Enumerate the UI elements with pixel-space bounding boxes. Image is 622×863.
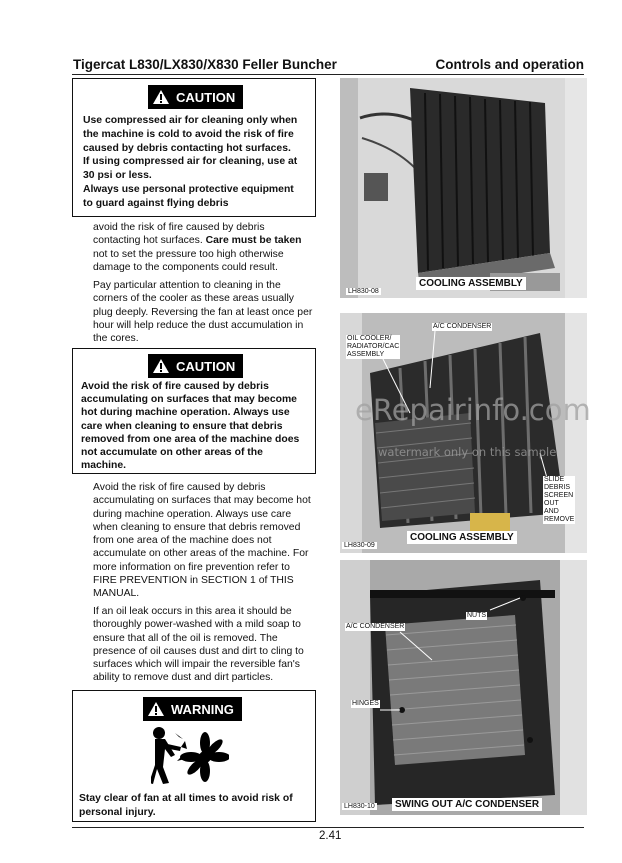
caution-text-1 bbox=[83, 114, 297, 211]
paragraph-1 bbox=[93, 221, 329, 274]
warning-line: personal injury. bbox=[79, 806, 156, 818]
warning-triangle-icon bbox=[152, 358, 170, 374]
para4-line: thoroughly power-washed with a mild soap to bbox=[93, 619, 301, 631]
paragraph-3 bbox=[93, 481, 329, 601]
photo3-caption: SWING OUT A/C CONDENSER bbox=[392, 798, 542, 811]
para2-line: hour will help reduce the dust accumulation in bbox=[93, 319, 304, 331]
para3-line: Avoid the risk of fire caused by debris bbox=[93, 482, 266, 493]
para2-line: plug deeply. Reversing the fan at least once per bbox=[93, 306, 313, 318]
fan-hazard-icon bbox=[151, 727, 229, 785]
para2-line: corners of the cooler as these areas usually bbox=[93, 293, 294, 305]
para2-line: Pay particular attention to cleaning in the bbox=[93, 280, 281, 291]
caution2-line: accumulating on surfaces that may become bbox=[81, 394, 297, 406]
para4-line: ability to remove dust and dirt particles. bbox=[93, 672, 274, 684]
caution2-line: care when cleaning to ensure that debris bbox=[81, 420, 283, 432]
photo-cooling-assembly-2 bbox=[340, 313, 587, 553]
photo3-label-nuts: NUTS bbox=[467, 612, 487, 619]
photo2-label-oil-cooler: OIL COOLER/ RADIATOR/CAC ASSEMBLY bbox=[347, 335, 400, 358]
caution1-line: caused by debris contacting hot surfaces. bbox=[83, 142, 291, 154]
photo3-label-hinges: HINGES bbox=[352, 700, 379, 707]
photo2-code: LH830-09 bbox=[344, 542, 375, 549]
cooler-illustration bbox=[340, 78, 587, 298]
photo-cooling-assembly-1 bbox=[340, 78, 587, 298]
warning-label: WARNING bbox=[171, 701, 234, 717]
caution2-line: removed from one area of the machine does bbox=[81, 433, 300, 445]
caution-badge-2 bbox=[148, 354, 243, 378]
photo2-label-slide-screen: SLIDE DEBRIS SCREEN OUT AND REMOVE bbox=[544, 476, 575, 523]
caution-box-2 bbox=[72, 348, 316, 474]
caution1-line: the machine is cold to avoid the risk of fire bbox=[83, 128, 294, 140]
caution1-line: Always use personal protective equipment bbox=[83, 183, 294, 195]
para4-line: presence of oil causes dust and dirt to cling to bbox=[93, 645, 304, 657]
footer-rule bbox=[72, 827, 584, 828]
para3-line: MANUAL. bbox=[93, 588, 140, 600]
warning-text bbox=[79, 792, 293, 820]
caution-text-2 bbox=[81, 380, 299, 472]
caution1-line: to guard against flying debris bbox=[83, 197, 229, 209]
photo1-code: LH830-08 bbox=[348, 288, 379, 295]
warning-line: Stay clear of fan at all times to avoid risk of bbox=[79, 793, 293, 804]
para1-bold: Care must be taken bbox=[205, 235, 302, 247]
photo1-caption: COOLING ASSEMBLY bbox=[416, 277, 526, 290]
para4-line: If an oil leak occurs in this area it should be bbox=[93, 606, 292, 617]
para1-line: avoid the risk of fire caused by debris bbox=[93, 222, 265, 233]
caution1-line: Use compressed air for cleaning only when bbox=[83, 115, 298, 126]
warning-triangle-icon bbox=[147, 701, 165, 717]
para3-line: accumulating on surfaces that may become hot bbox=[93, 495, 311, 507]
photo-swing-out-condenser bbox=[340, 560, 587, 815]
para2-line: the cores. bbox=[93, 333, 139, 345]
warning-triangle-icon bbox=[152, 89, 170, 105]
caution-box-1 bbox=[72, 78, 316, 217]
para3-line: accumulate on other areas of the machine. For bbox=[93, 548, 309, 560]
section-title: Controls and operation bbox=[435, 57, 584, 72]
caution2-line: machine. bbox=[81, 460, 127, 472]
caution-badge-1 bbox=[148, 85, 243, 109]
para1-line: damage to the components could result. bbox=[93, 261, 278, 273]
caution-label-2: CAUTION bbox=[176, 358, 236, 374]
para3-line: from one area of the machine does not bbox=[93, 535, 272, 547]
caution2-line: not accumulate on other areas of the bbox=[81, 447, 263, 459]
para4-line: ensure that all of the oil is removed. The bbox=[93, 632, 278, 644]
para1-line: not to set the pressure too high otherwise bbox=[93, 248, 284, 260]
caution-label-1: CAUTION bbox=[176, 89, 236, 105]
paragraph-4 bbox=[93, 605, 329, 685]
photo2-caption: COOLING ASSEMBLY bbox=[407, 531, 517, 544]
caution2-line: hot during machine operation. Always use bbox=[81, 407, 290, 419]
header-rule bbox=[72, 74, 584, 75]
photo3-label-ac-condenser: A/C CONDENSER bbox=[346, 623, 405, 630]
para3-line: when cleaning to ensure that debris removed bbox=[93, 521, 301, 533]
para3-line: during machine operation. Always use care bbox=[93, 508, 292, 520]
caution2-line: Avoid the risk of fire caused by debris bbox=[81, 381, 269, 392]
para3-line: FIRE PREVENTION in SECTION 1 of THIS bbox=[93, 575, 294, 587]
para1-line-mixed: contacting hot surfaces. Care must be taken bbox=[93, 235, 302, 247]
doc-title: Tigercat L830/LX830/X830 Feller Buncher bbox=[73, 57, 337, 72]
para3-line: more information on fire prevention refer to bbox=[93, 561, 290, 573]
watermark-note: watermark only on this sample bbox=[378, 445, 557, 459]
warning-box bbox=[72, 690, 316, 822]
condenser-illustration bbox=[340, 560, 587, 815]
caution1-line: If using compressed air for cleaning, use at bbox=[83, 156, 298, 168]
para4-line: surfaces which will impair the reversible fan's bbox=[93, 659, 300, 671]
warning-badge bbox=[143, 697, 242, 721]
caution1-line: 30 psi or less. bbox=[83, 170, 152, 182]
photo3-code: LH830-10 bbox=[344, 803, 375, 810]
page-number: 2.41 bbox=[319, 830, 342, 842]
watermark-site: eRepairinfo.com bbox=[355, 393, 591, 427]
paragraph-2 bbox=[93, 279, 329, 345]
photo2-label-ac-condenser: A/C CONDENSER bbox=[433, 323, 492, 330]
